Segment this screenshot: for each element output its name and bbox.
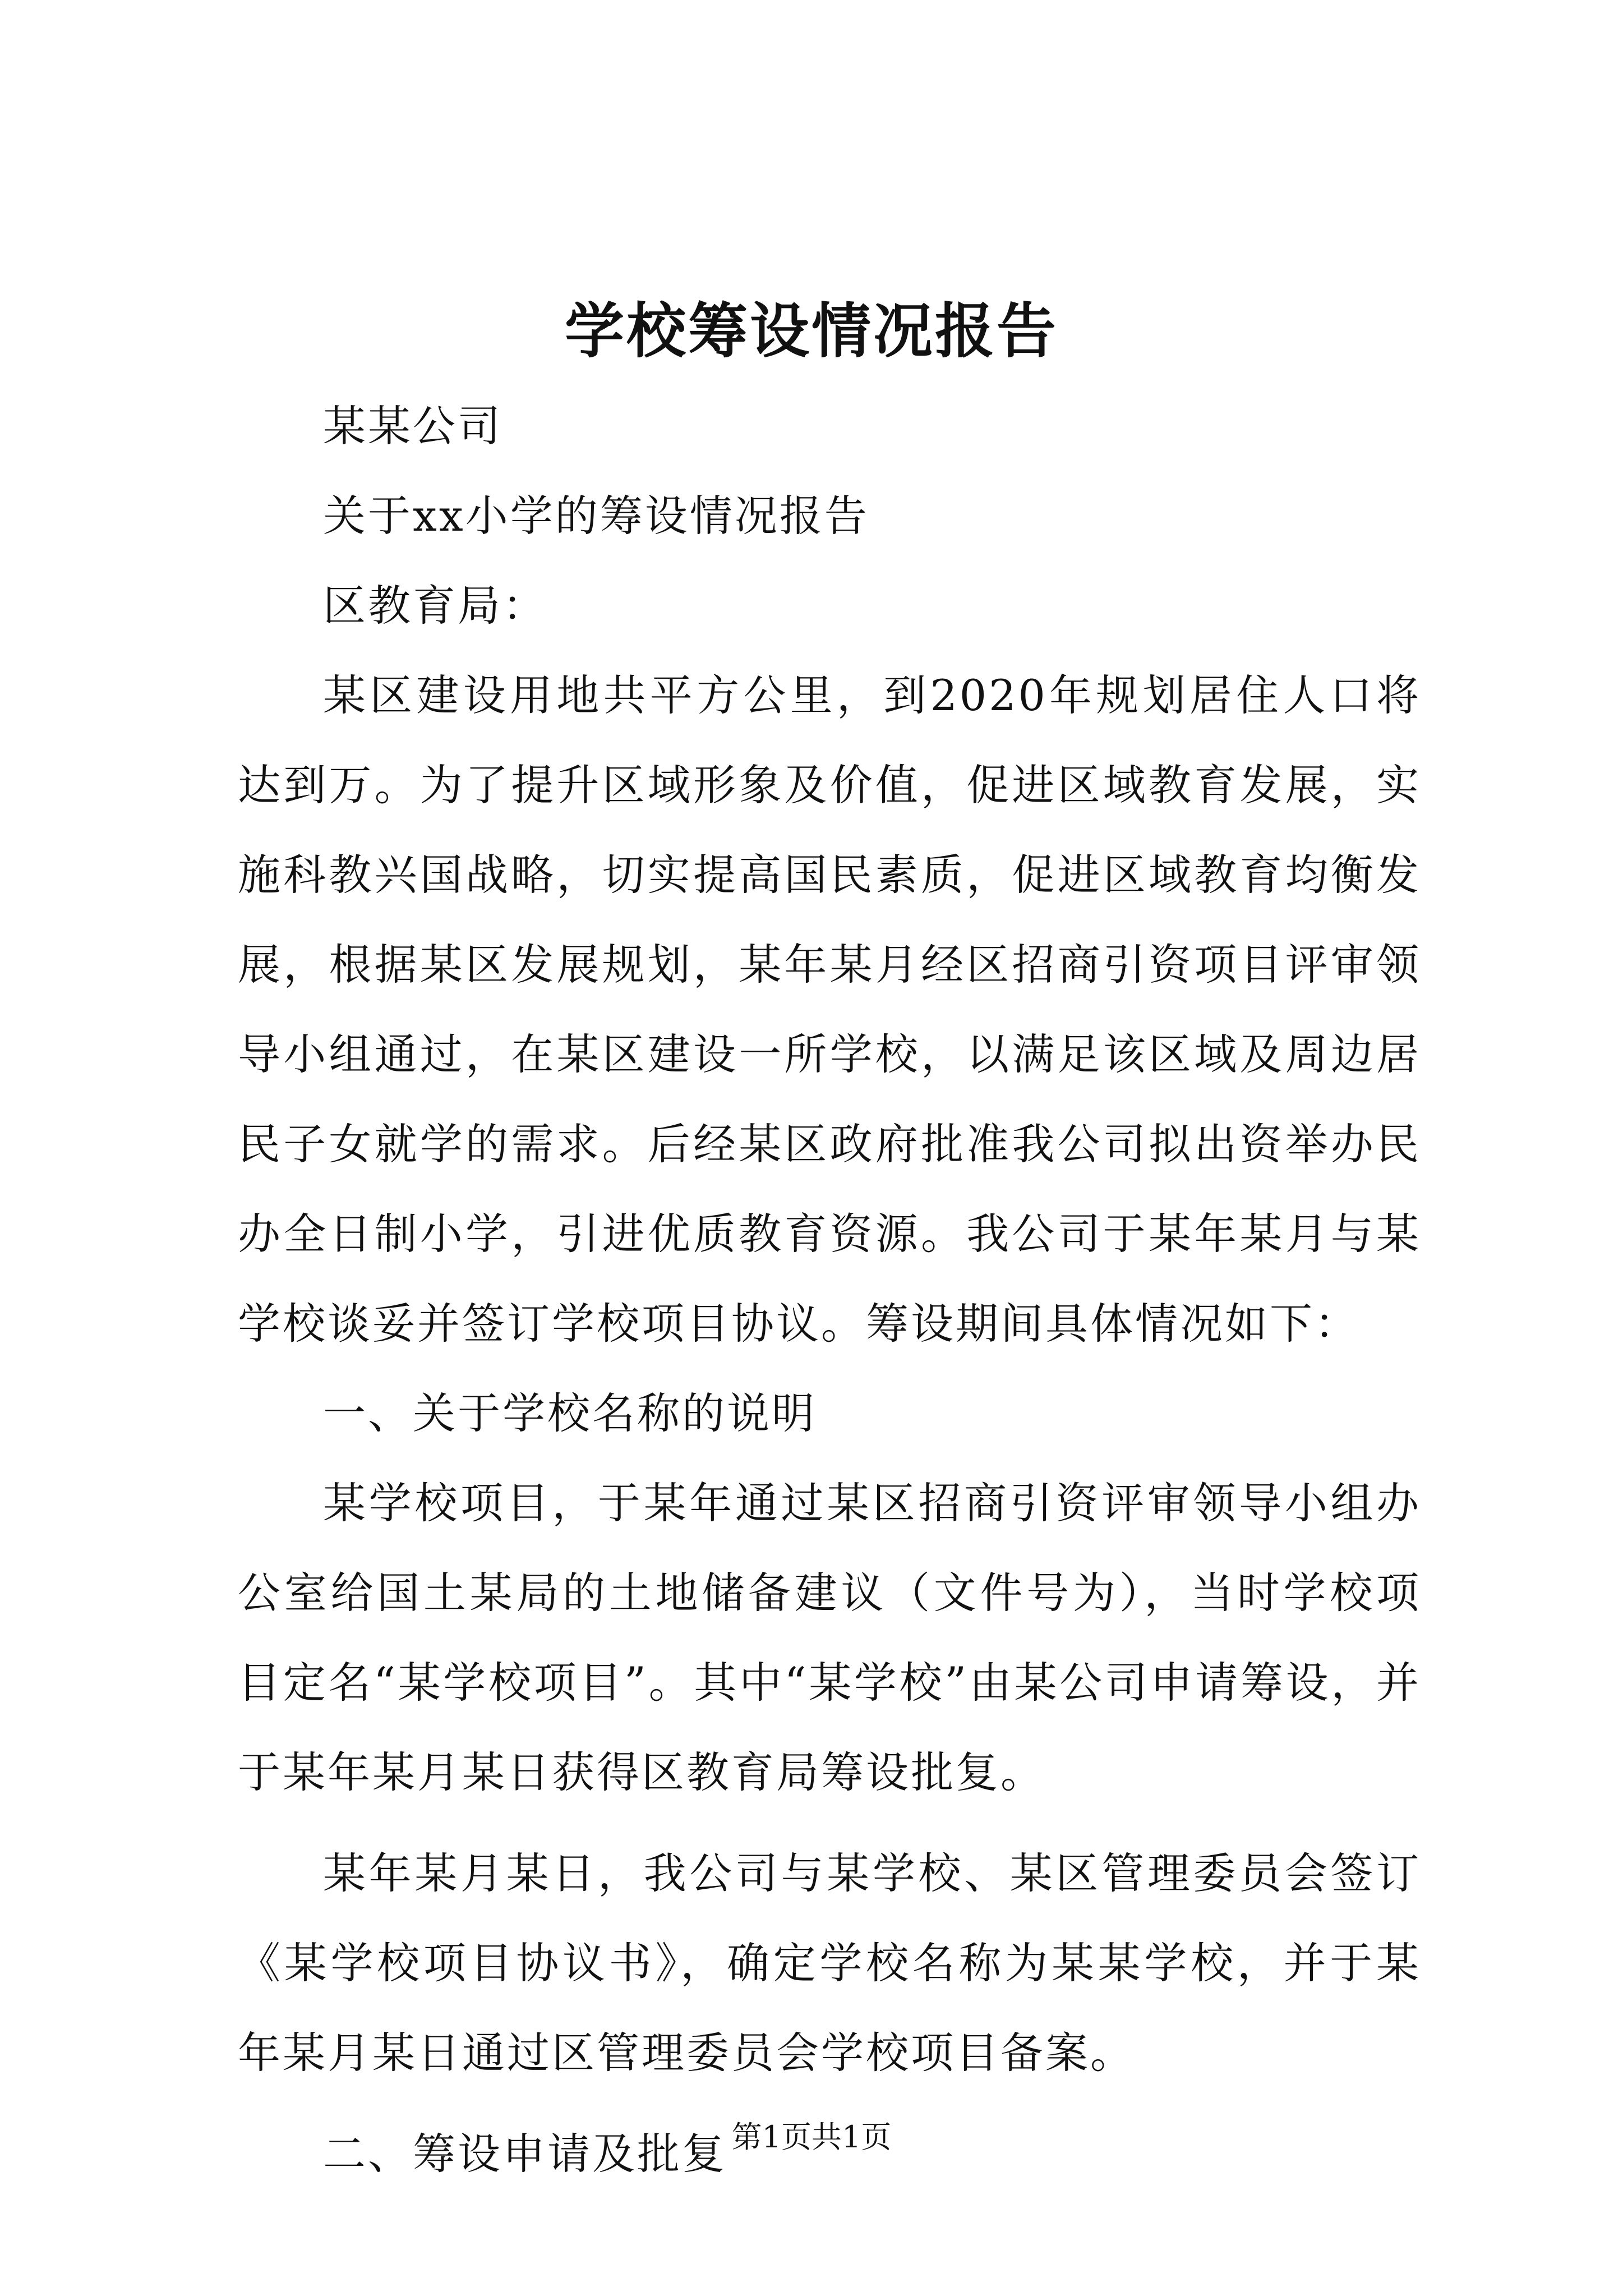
- company-name: 某某公司: [323, 401, 502, 451]
- intro-paragraph: 某区建设用地共平方公里，到2020年规划居住人口将达到万。为了提升区域形象及价值，促进区域教育发展，实施科教兴国战略，切实提高国民素质，促进区域教育均衡发展，根据某区发展规划，某年某月经区招商引资项目评审领导小组通过，在某区建设一所学校，以满足该区域及周边居民子女就学的需求。后经某区政府批准我公司拟出资举办民办全日制小学，引进优质教育资源。我公司于某年某月与某学校谈妥并签订学校项目协议。筹设期间具体情况如下：: [238, 670, 1421, 1349]
- page-total: 共1页: [811, 2119, 892, 2155]
- page-number: 第1页: [731, 2119, 811, 2155]
- document-body: [238, 381, 1421, 2199]
- page-footer: [0, 2115, 1623, 2160]
- agreement-paragraph: 某年某月某日，我公司与某学校、某区管理委员会签订《某学校项目协议书》，确定学校名称为某某学校，并于某年某月某日通过区管理委员会学校项目备案。: [238, 1848, 1421, 2078]
- recipient: 区教育局：: [323, 581, 547, 631]
- report-subject: 关于xx小学的筹设情况报告: [323, 491, 869, 541]
- section-heading-2: 二、筹设申请及批复: [323, 2129, 727, 2179]
- document-title: 学校筹设情况报告: [565, 296, 1058, 366]
- name-explanation-paragraph: 某学校项目，于某年通过某区招商引资评审领导小组办公室给国土某局的土地储备建议（文件号为），当时学校项目定名“某学校项目”。其中“某学校”由某公司申请筹设，并于某年某月某日获得区教育局筹设批复。: [238, 1478, 1421, 1797]
- section-heading-1: 一、关于学校名称的说明: [323, 1388, 817, 1438]
